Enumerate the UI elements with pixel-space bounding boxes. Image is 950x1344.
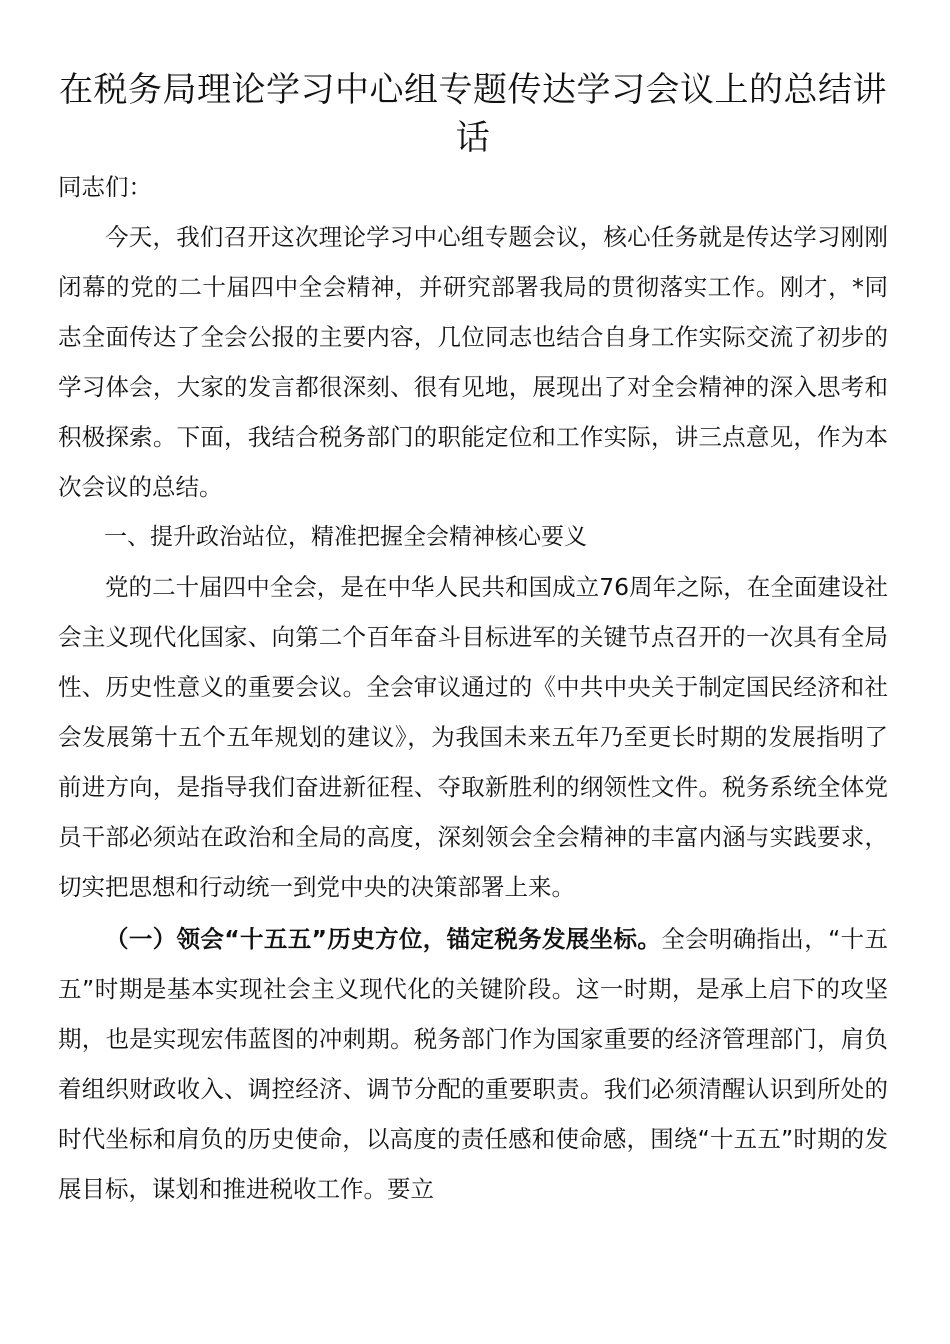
paragraph-subsection-one xyxy=(58,914,888,1214)
paragraph-intro: 今天，我们召开这次理论学习中心组专题会议，核心任务就是传达学习刚刚闭幕的党的二十届四中全会精神，并研究部署我局的贯彻落实工作。刚才，*同志全面传达了全会公报的主要内容，几位同志也结合自身工作实际交流了初步的学习体会，大家的发言都很深刻、很有见地，展现出了对全会精神的深入思考和积极探索。下面，我结合税务部门的职能定位和工作实际，讲三点意见，作为本次会议的总结。 xyxy=(58,223,888,501)
document-title: 在税务局理论学习中心组专题传达学习会议上的总结讲话 xyxy=(59,70,887,158)
subsection-one-body: 全会明确指出，“十五五”时期是基本实现社会主义现代化的关键阶段。这一时期，是承上启下的攻坚期，也是实现宏伟蓝图的冲刺期。税务部门作为国家重要的经济管理部门，肩负着组织财政收入、调控经济、调节分配的重要职责。我们必须清醒认识到所处的时代坐标和肩负的历史使命，以高度的责任感和使命感，围绕“十五五”时期的发展目标，谋划和推进税收工作。要立 xyxy=(58,925,888,1203)
subsection-one-heading: （一）领会“十五五”历史方位，锚定税务发展坐标。 xyxy=(105,925,662,953)
greeting: 同志们： xyxy=(58,173,152,201)
paragraph-section-one: 党的二十届四中全会，是在中华人民共和国成立76周年之际，在全面建设社会主义现代化国家、向第二个百年奋斗目标进军的关键节点召开的一次具有全局性、历史性意义的重要会议。全会审议通过的《中共中央关于制定国民经济和社会发展第十五个五年规划的建议》，为我国未来五年乃至更长时期的发展指明了前进方向，是指导我们奋进新征程、夺取新胜利的纲领性文件。税务系统全体党员干部必须站在政治和全局的高度，深刻领会全会精神的丰富内涵与实践要求，切实把思想和行动统一到党中央的决策部署上来。 xyxy=(58,573,888,901)
section-heading-one: 一、提升政治站位，精准把握全会精神核心要义 xyxy=(104,524,587,550)
